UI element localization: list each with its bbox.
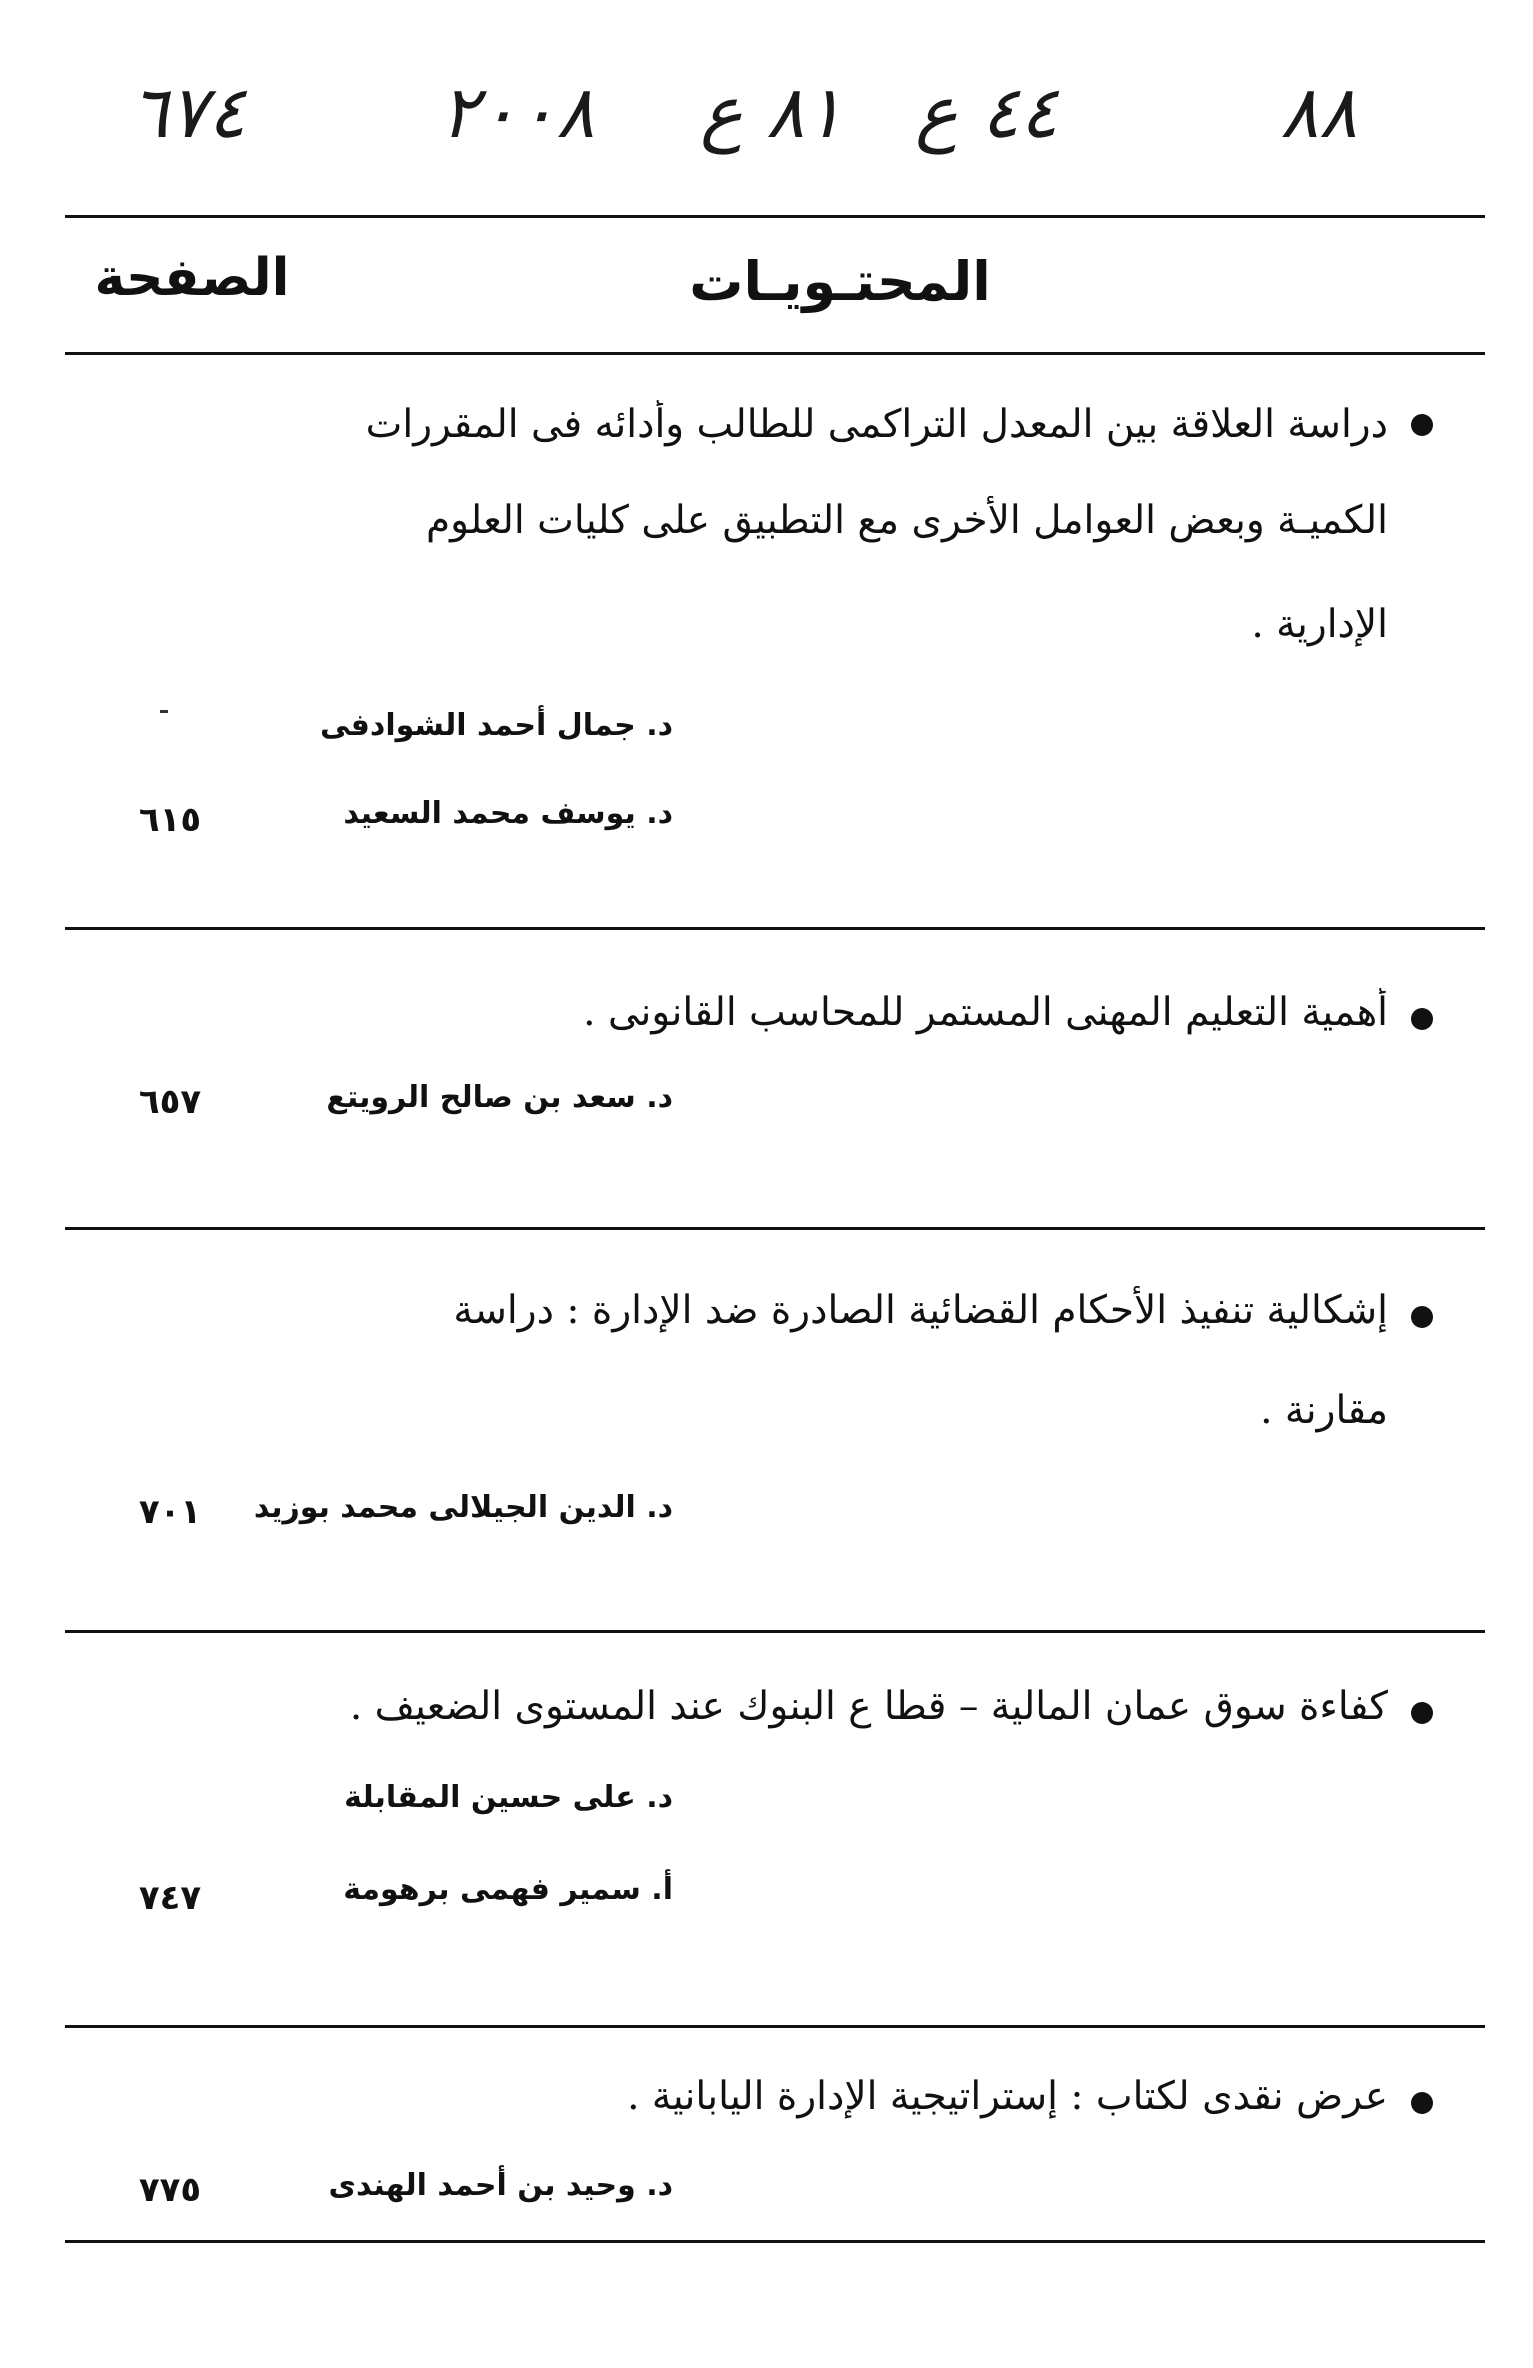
entry-author: د. جمال أحمد الشوادفى bbox=[319, 708, 673, 743]
bullet-icon bbox=[1411, 2092, 1433, 2114]
handwritten-mark-2: ٤٤ ع bbox=[915, 70, 1059, 154]
entry-author: د. الدين الجيلالى محمد بوزيد bbox=[253, 1490, 673, 1525]
header-bottom-rule bbox=[65, 352, 1485, 355]
entry-author: د. يوسف محمد السعيد bbox=[343, 796, 673, 831]
entry-title-line: مقارنة . bbox=[1260, 1388, 1388, 1433]
entry-title-line: دراسة العلاقة بين المعدل التراكمى للطالب وأدائه فى المقررات bbox=[365, 402, 1388, 447]
page-title: المحتـويـات bbox=[689, 250, 991, 313]
entry-author: د. سعد بن صالح الرويتع bbox=[326, 1080, 673, 1115]
entry-title-line: كفاءة سوق عمان المالية – قطا ع البنوك عند المستوى الضعيف . bbox=[349, 1684, 1388, 1729]
bullet-icon bbox=[1411, 1008, 1433, 1030]
page-column-heading: الصفحة bbox=[94, 248, 290, 308]
bullet-icon bbox=[1411, 414, 1433, 436]
entry-title-line: أهمية التعليم المهنى المستمر للمحاسب القانونى . bbox=[583, 990, 1388, 1035]
bullet-icon bbox=[1411, 1306, 1433, 1328]
page-bottom-rule bbox=[65, 2240, 1485, 2243]
stray-mark bbox=[160, 710, 168, 713]
entry-page-number: ٧٧٥ bbox=[138, 2170, 202, 2210]
header-top-rule bbox=[65, 215, 1485, 218]
entry-separator bbox=[65, 1227, 1485, 1230]
entry-page-number: ٧٤٧ bbox=[138, 1878, 202, 1918]
handwritten-mark-3: ٨١ ع bbox=[700, 70, 844, 154]
entry-separator bbox=[65, 927, 1485, 930]
entry-author: أ. سمير فهمى برهومة bbox=[343, 1872, 673, 1907]
handwritten-year: ٢٠٠٨ bbox=[440, 70, 595, 154]
bullet-icon bbox=[1411, 1702, 1433, 1724]
handwritten-mark-right: ٨٨ bbox=[1280, 70, 1358, 154]
entry-page-number: ٦٥٧ bbox=[138, 1082, 202, 1122]
entry-page-number: ٧٠١ bbox=[138, 1492, 202, 1532]
handwritten-mark-left: ٦٧٤ bbox=[130, 70, 247, 154]
entry-separator bbox=[65, 2025, 1485, 2028]
entry-page-number: ٦١٥ bbox=[138, 800, 202, 840]
entry-separator bbox=[65, 1630, 1485, 1633]
entry-author: د. وحيد بن أحمد الهندى bbox=[328, 2168, 673, 2203]
entry-title-line: الكميـة وبعض العوامل الأخرى مع التطبيق على كليات العلوم bbox=[426, 498, 1388, 543]
entry-title-line: الإدارية . bbox=[1251, 602, 1388, 647]
entry-title-line: إشكالية تنفيذ الأحكام القضائية الصادرة ضد الإدارة : دراسة bbox=[453, 1288, 1388, 1333]
entry-author: د. على حسين المقابلة bbox=[344, 1780, 673, 1815]
entry-title-line: عرض نقدى لكتاب : إستراتيجية الإدارة اليابانية . bbox=[627, 2074, 1388, 2119]
